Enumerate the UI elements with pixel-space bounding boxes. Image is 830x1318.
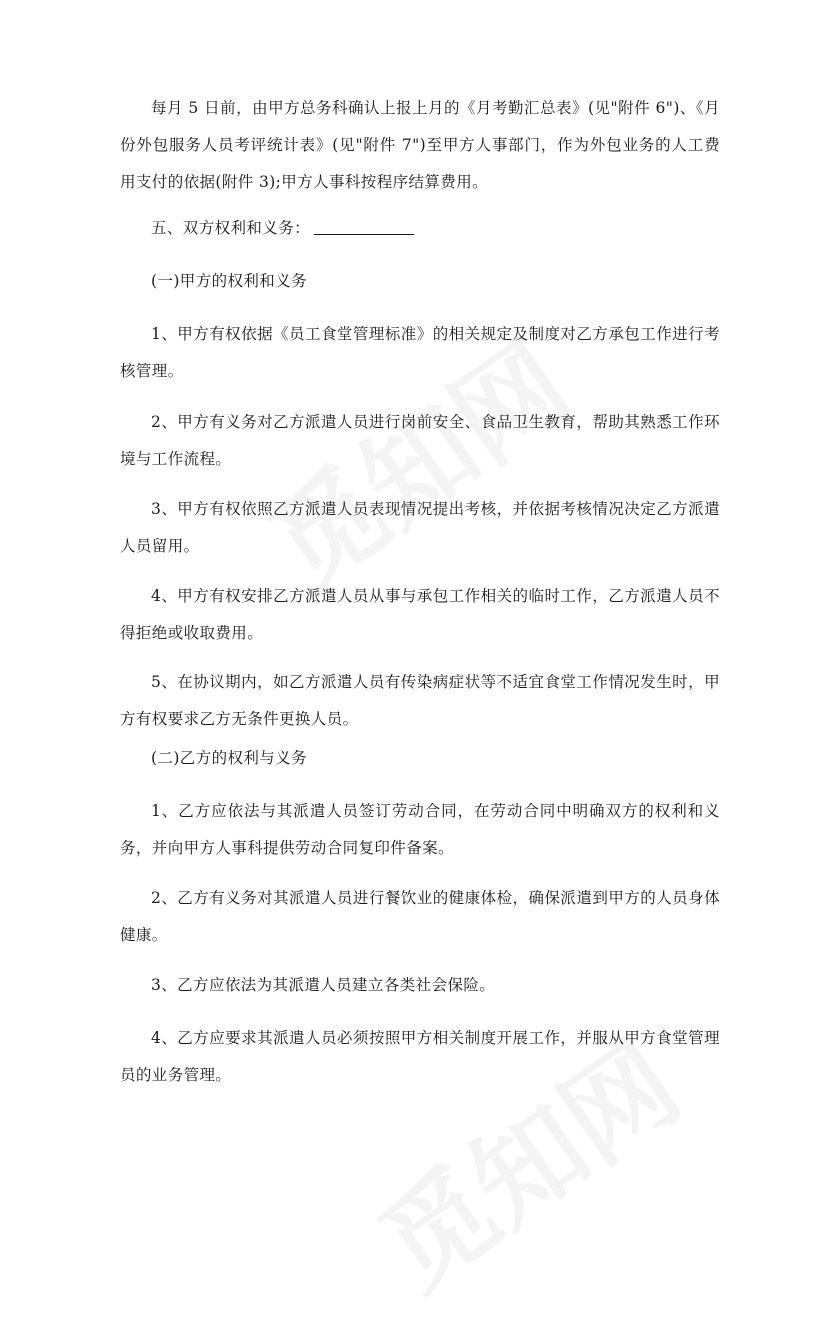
paragraph-party-b-item-2: 2、乙方有义务对其派遣人员进行餐饮业的健康体检，确保派遣到甲方的人员身体健康。 [120,889,720,944]
paragraph-monthly-report: 每月 5 日前，由甲方总务科确认上报上月的《月考勤汇总表》(见"附件 6")、《月份外包服务人员考评统计表》(见"附件 7")至甲方人事部门，作为外包业务的人工费用支付的依据(附件 3);甲方人事科按程序结算费用。 [120,99,720,191]
paragraph-party-a-item-3: 3、甲方有权依照乙方派遣人员表现情况提出考核，并依据考核情况决定乙方派遣人员留用。 [120,500,720,555]
subsection-heading-party-a: (一)甲方的权利和义务 [151,272,307,290]
paragraph-party-a-item-4: 4、甲方有权安排乙方派遣人员从事与承包工作相关的临时工作，乙方派遣人员不得拒绝或收取费用。 [120,587,720,642]
paragraph-party-a-item-1: 1、甲方有权依据《员工食堂管理标准》的相关规定及制度对乙方承包工作进行考核管理。 [120,325,720,380]
section-heading-text: 五、双方权利和义务： [151,219,311,237]
paragraph-party-a-item-2: 2、甲方有义务对乙方派遣人员进行岗前安全、食品卫生教育，帮助其熟悉工作环境与工作流程。 [120,413,720,468]
section-heading-rights-obligations [120,210,720,247]
paragraph-party-b-item-1: 1、乙方应依法与其派遣人员签订劳动合同，在劳动合同中明确双方的权利和义务，并向甲方人事科提供劳动合同复印件备案。 [120,802,720,857]
paragraph-party-b-item-4: 4、乙方应要求其派遣人员必须按照甲方相关制度开展工作，并服从甲方食堂管理员的业务管理。 [120,1029,720,1084]
subsection-heading-party-b: (二)乙方的权利与义务 [151,749,307,767]
paragraph-party-b-item-3: 3、乙方应依法为其派遣人员建立各类社会保险。 [151,976,496,994]
fill-in-blank [314,216,414,235]
paragraph-party-a-item-5: 5、在协议期内，如乙方派遣人员有传染病症状等不适宜食堂工作情况发生时，甲方有权要求乙方无条件更换人员。 [120,673,720,728]
